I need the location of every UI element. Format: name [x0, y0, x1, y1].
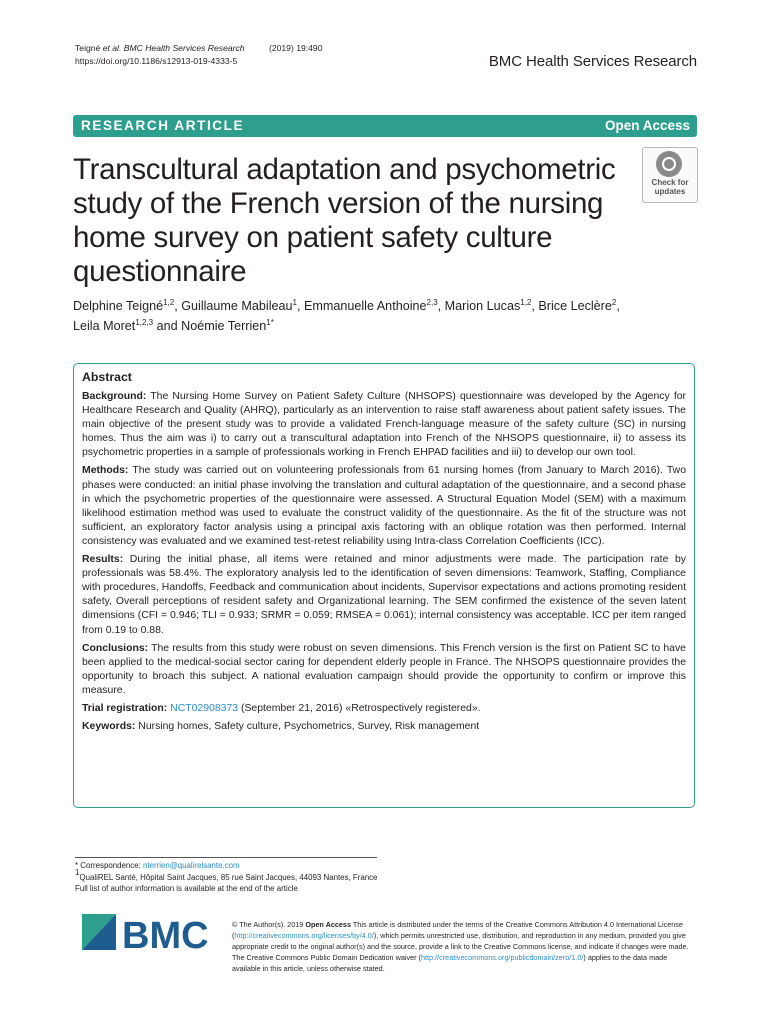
- article-banner: [73, 115, 697, 137]
- check-for-updates-badge[interactable]: [642, 147, 698, 203]
- author-name[interactable]: Marion Lucas$^{1,2}$: [444, 298, 532, 313]
- citation-block: [75, 42, 322, 68]
- correspondence-email[interactable]: nterrien@qualirelsante.com: [143, 861, 240, 870]
- author-name[interactable]: Guillaume Mabileau$^1$: [181, 298, 297, 313]
- abstract-keywords: Keywords: Nursing homes, Safety culture, Psychometrics, Survey, Risk management: [82, 721, 480, 733]
- author-list: Delphine Teigné$^{1,2}$, Guillaume Mabileau$^1$, Emmanuelle Anthoine$^{2,3}$, Marion Lucas$^{1,2}$, Brice Leclère$^2$, Leila Moret$^{1,2,3}$ and Noémie Terrien$^{1*}$: [73, 298, 620, 333]
- citation-author: Teigné: [75, 43, 101, 53]
- author-name[interactable]: Delphine Teigné$^{1,2}$: [73, 298, 175, 313]
- author-name[interactable]: Leila Moret$^{1,2,3}$: [73, 318, 154, 333]
- abstract-trial-registration: Trial registration: NCT02908373 (September 21, 2016) «Retrospectively registered».: [82, 702, 481, 714]
- public-domain-url[interactable]: http://creativecommons.org/publicdomain/zero/1.0/: [420, 953, 584, 963]
- abstract-results: Results: During the initial phase, all items were retained and minor adjustments were made. The participation rate by professionals was 58.4%. The exploratory analysis led to the identification of seven dimensions: Teamwork, Staffing, Compliance with procedures, Handoffs, Feedback and communication about incidents, Supervisor expectations and actions promoting resident safety, Overall perceptions of resident safety and Organizational learning. The SEM confirmed the existence of the seven latent dimensions (CFI = 0.946; TLI = 0.933; SRMR = 0.059; RMSEA = 0.061); internal consistency was acceptable. ICC per item ranged from 0.19 to 0.88.: [82, 554, 686, 636]
- bmc-logo-mark: [82, 910, 222, 955]
- bmc-logo-text: BMC: [122, 915, 209, 955]
- citation-line: [75, 42, 322, 55]
- footnote-divider: [75, 857, 377, 858]
- author-name[interactable]: Brice Leclère$^2$: [538, 298, 617, 313]
- abstract-methods: Methods: The study was carried out on volunteering professionals from 61 nursing homes (from January to March 2016). Two phases were conducted: an initial phase involving the translation and cultural adaptation of the questionnaire, and a second phase in which the psychometric properties of the questionnaire were assessed. A Structural Equation Model (SEM) with a maximum likelihood estimation method was used to evaluate the construct validity of the questionnaire. As the fit of the structure was not sufficient, an exploratory factor analysis using a principal axis factoring with an oblique rotation was then performed. Internal consistency was evaluated and we examined test-retest reliability using Intra-class Correlation Coefficients (ICC).: [82, 465, 686, 547]
- check-for-updates-label: Check for updates: [651, 178, 689, 196]
- author-name[interactable]: Noémie Terrien$^{1*}$: [181, 318, 274, 333]
- author-name[interactable]: Emmanuelle Anthoine$^{2,3}$: [303, 298, 438, 313]
- abstract-conclusions: Conclusions: The results from this study were robust on seven dimensions. This French version is the first on Patient SC to have been applied to the medical-social sector caring for dependent elderly people in France. The NHSOPS questionnaire provides the opportunity to broach this subject. A national evaluation campaign should provide the opportunity to confirm or improve this measure.: [82, 642, 686, 696]
- citation-journal: et al. BMC Health Services Research: [100, 43, 245, 53]
- trial-link[interactable]: NCT02908373: [170, 702, 239, 714]
- citation-volume: (2019) 19:490: [268, 43, 323, 53]
- article-type: RESEARCH ARTICLE: [81, 118, 245, 133]
- abstract-background: Background: The Nursing Home Survey on Patient Safety Culture (NHSOPS) questionnaire was developed by the Agency for Healthcare Research and Quality (AHRQ), particularly as an intervention to raise staff awareness about patient safety issues. The main objective of the present study was to provide a validated French-language measure of the safety culture (SC) in nursing homes. Thus the aim was i) to carry out a transcultural adaptation into French of the NHSOPS questionnaire, ii) to assess its psychometric properties in a sample of professionals working in French EHPAD facilities and iii) to develop our own tool.: [82, 391, 686, 459]
- affiliation: $^1$QualiREL Santé, Hôpital Saint Jacques, 85 rue Saint Jacques, 44093 Nantes, France: [75, 867, 378, 882]
- bookmark-icon: [656, 151, 682, 177]
- license-url[interactable]: http://creativecommons.org/licenses/by/4.0/: [234, 931, 374, 941]
- journal-name: BMC Health Services Research: [488, 53, 697, 70]
- open-access-label: Open Access: [604, 118, 690, 133]
- bmc-logo: [82, 910, 222, 955]
- article-title: Transcultural adaptation and psychometric study of the French version of the nursing home survey on patient safety culture questionnaire: [73, 153, 616, 288]
- correspondence: * Correspondence: nterrien@qualirelsante.com: [75, 861, 240, 870]
- abstract-heading: Abstract: [82, 370, 132, 384]
- footnotes: [75, 860, 385, 895]
- abstract-box: [73, 363, 695, 808]
- full-author-info-note: Full list of author information is available at the end of the article: [75, 884, 298, 894]
- license-text: © The Author(s). 2019 Open Access This article is distributed under the terms of the Creative Commons Attribution 4.0 International License (http://creativecommons.org/licenses/by/4.0/), which permits unrestricted use, distribution, and reproduction in any medium, provided you give appropriate credit to the original author(s) and the source, provide a link to the Creative Commons license, and indicate if changes were made. The Creative Commons Public Domain Dedication waiver (http://creativecommons.org/publicdomain/zero/1.0/) applies to the data made available in this article, unless otherwise stated.: [232, 920, 689, 974]
- doi-link[interactable]: https://doi.org/10.1186/s12913-019-4333-5: [75, 56, 238, 66]
